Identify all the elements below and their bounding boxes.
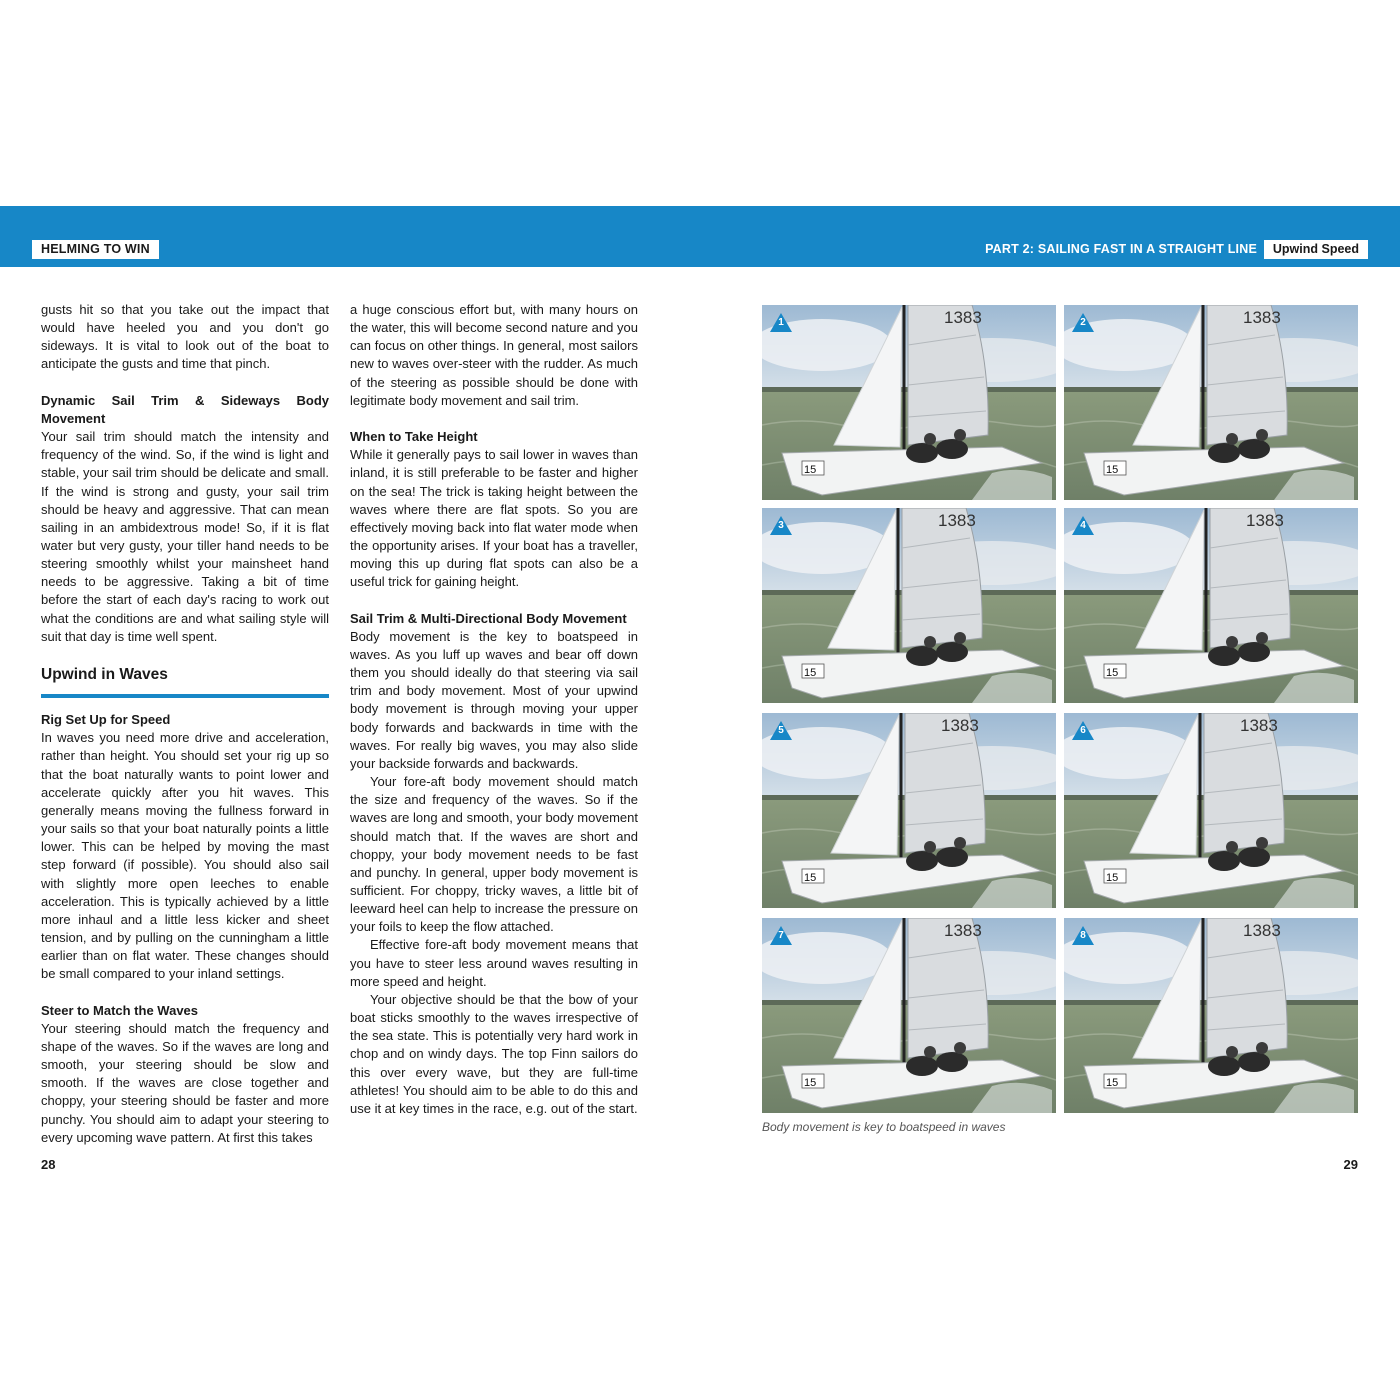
photo-number-badge [770, 721, 792, 740]
page-number-left: 28 [41, 1157, 56, 1172]
hull-number: 15 [804, 872, 817, 884]
text-column-1 [41, 301, 329, 1147]
paragraph: Body movement is the key to boatspeed in waves. As you luff up waves and bear off down them you should ideally do that steering via sail trim and body movement. Most of your upwind body movement is through moving your upper body forwards and backwards in time with the waves. For really big waves, you may also slide your backside forwards and backwards. [350, 628, 638, 771]
paragraph: In waves you need more drive and acceleration, rather than height. You should set your rig up so that the boat naturally wants to point lower and accelerate quickly after you hit waves. This generally means moving the fullness forward in your sails so that your boat naturally points a little lower. This can be helped by moving the mast step forward (if possible). You should also sail with slightly more open leeches to enable acceleration. This is typically achieved by a little more inhaul and a little less kicker and sheet tension, and by pulling on the cunningham a little earlier than on flat water. These changes should be small compared to your inland settings. [41, 730, 329, 982]
photo-number: 7 [778, 930, 784, 941]
hull-number: 15 [1106, 464, 1119, 476]
book-title-tag: HELMING TO WIN [32, 240, 159, 259]
paragraph: gusts hit so that you take out the impact that would have heeled you and you don't go sideways. It is vital to look out of the boat to anticipate the gusts and time that pinch. [41, 302, 329, 372]
hull-number: 15 [804, 667, 817, 679]
text-column-2 [350, 301, 638, 1118]
photo-number: 2 [1080, 317, 1086, 328]
sailing-photo-illustration [1064, 918, 1358, 1113]
subheading: Rig Set Up for Speed [41, 712, 171, 728]
sail-number: 1383 [938, 511, 976, 530]
photo-number: 4 [1080, 520, 1086, 531]
hull-number: 15 [1106, 667, 1119, 679]
paragraph: Your fore-aft body movement should match the size and frequency of the waves. So if the waves are long and smooth, your body movement should match that. If the waves are short and choppy, your body movement needs to be fast and punchy. In general, upper body movement is sufficient. For choppy, tricky waves, a little bit of leeward heel can help to increase the pressure on your foils to keep the flow attached. [350, 774, 638, 935]
paragraph: Your sail trim should match the intensity and frequency of the wind. So, if the wind is light and stable, your sail trim should be delicate and small. If the wind is strong and gusty, your sail trim should be heavy and aggressive. That can mean sailing in an ambidextrous mode! So, if it is flat water but very gusty, your tiller hand needs to be steering smoothly whilst your mainsheet hand needs to be aggressive. Taking a bit of time before the start of each day's racing to work out what the conditions are and what sailing style will suit that day is time well spent. [41, 429, 329, 644]
sail-number: 1383 [1243, 308, 1281, 327]
sequence-photo [1064, 713, 1358, 908]
paragraph: a huge conscious effort but, with many hours on the water, this will become second nature and you can focus on other things. In general, most sailors new to waves over-steer with the rudder. As much of the steering as possible should be done with legitimate body movement and sail trim. [350, 302, 638, 408]
sail-number: 1383 [941, 716, 979, 735]
sail-number: 1383 [944, 921, 982, 940]
photo-number-badge [1072, 516, 1094, 535]
sailing-photo-illustration [762, 305, 1056, 500]
sail-number: 1383 [1243, 921, 1281, 940]
sequence-photo [762, 305, 1056, 500]
paragraph: Your steering should match the frequency and shape of the waves. So if the waves are long and smooth, your steering should be slow and smooth. If the waves are close together and choppy, your steering should be faster and more punchy. You should aim to adapt your steering to every upcoming wave pattern. At first this takes [41, 1020, 329, 1145]
photo-number-badge [770, 926, 792, 945]
hull-number: 15 [1106, 1077, 1119, 1089]
photo-number: 5 [778, 725, 784, 736]
photo-number: 6 [1080, 725, 1086, 736]
paragraph: Your objective should be that the bow of your boat sticks smoothly to the waves irrespective of the sea state. This is potentially very hard work in chop and on windy days. The top Finn sailors do this over every wave, but they are full-time athletes! You should aim to be able to do this and use it at key times in the race, e.g. out of the start. [350, 991, 638, 1116]
hull-number: 15 [804, 1077, 817, 1089]
sailing-photo-illustration [762, 918, 1056, 1113]
sailing-photo-illustration [1064, 508, 1358, 703]
sailing-photo-illustration [762, 508, 1056, 703]
hull-number: 15 [804, 464, 817, 476]
photo-number-badge [770, 516, 792, 535]
section-heading: Upwind in Waves [41, 664, 329, 698]
sequence-photo [762, 508, 1056, 703]
sail-number: 1383 [944, 308, 982, 327]
photo-number-badge [770, 313, 792, 332]
paragraph: Effective fore-aft body movement means that you have to steer less around waves resulting in more speed and height. [350, 937, 638, 989]
sequence-photo [1064, 918, 1358, 1113]
chapter-tag: Upwind Speed [1264, 240, 1368, 259]
subheading: Sail Trim & Multi-Directional Body Movement [350, 610, 627, 626]
sail-number: 1383 [1240, 716, 1278, 735]
subheading: Steer to Match the Waves [41, 1002, 199, 1018]
photo-number: 1 [778, 317, 784, 328]
figure-caption: Body movement is key to boatspeed in waves [762, 1120, 1006, 1134]
subheading: Dynamic Sail Trim & Sideways Body Movement [41, 392, 329, 426]
sequence-photo [762, 713, 1056, 908]
sequence-photo [1064, 305, 1358, 500]
sailing-photo-illustration [762, 713, 1056, 908]
hull-number: 15 [1106, 872, 1119, 884]
photo-number: 8 [1080, 930, 1086, 941]
sail-number: 1383 [1246, 511, 1284, 530]
page-number-right: 29 [1343, 1157, 1358, 1172]
photo-number: 3 [778, 520, 784, 531]
paragraph: While it generally pays to sail lower in waves than inland, it is still preferable to be faster and higher on the sea! The trick is taking height between the waves where there are flat spots. So you are effectively moving back into flat water mode when the opportunity arises. If your boat has a traveller, moving this up during flat spots can also be a useful trick for gaining height. [350, 447, 638, 590]
sailing-photo-illustration [1064, 713, 1358, 908]
sequence-photo [1064, 508, 1358, 703]
photo-number-badge [1072, 721, 1094, 740]
photo-number-badge [1072, 926, 1094, 945]
sequence-photo [762, 918, 1056, 1113]
photo-number-badge [1072, 313, 1094, 332]
part-label: PART 2: SAILING FAST IN A STRAIGHT LINE [985, 242, 1257, 256]
sailing-photo-illustration [1064, 305, 1358, 500]
subheading: When to Take Height [350, 429, 478, 445]
